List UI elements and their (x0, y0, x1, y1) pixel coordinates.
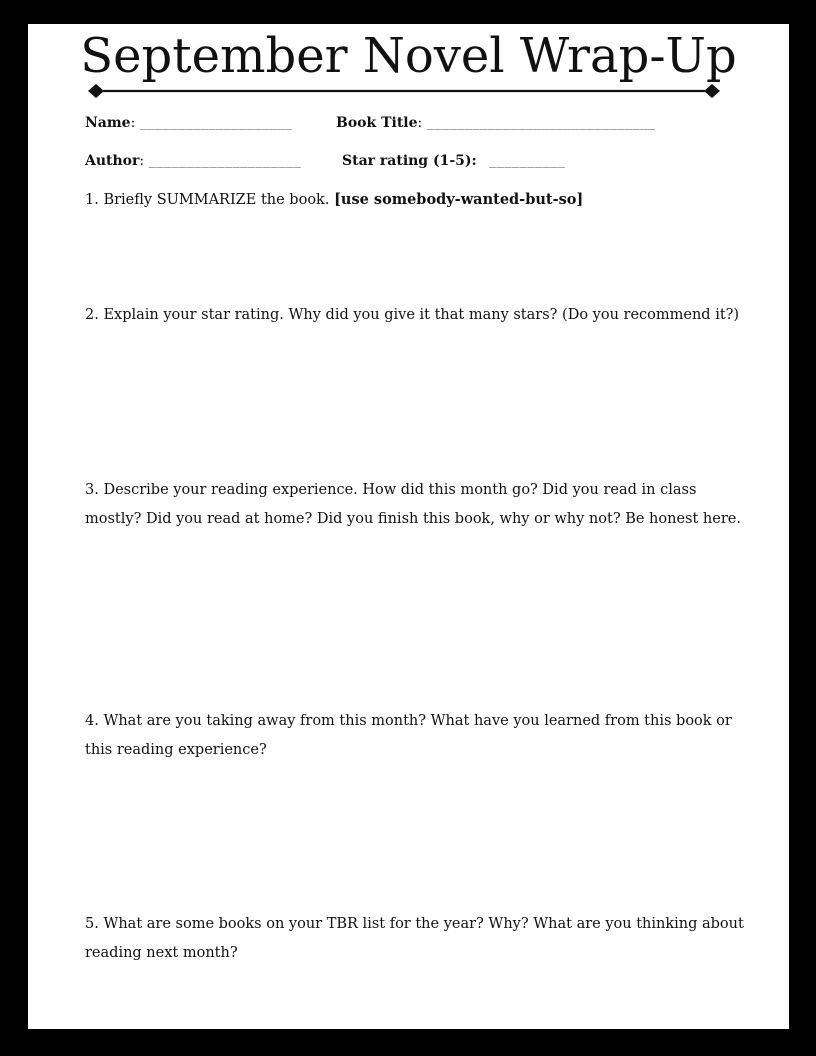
question-3-text: 3. Describe your reading experience. How did this month go? Did you read in class mostly? Did you read at home? Did you finish this book, why or why not? Be honest here. (85, 482, 741, 527)
question-5 (85, 910, 745, 968)
author-blank[interactable]: ____________________ (148, 154, 302, 168)
page-title: September Novel Wrap-Up (80, 28, 737, 84)
question-1-text: 1. Briefly SUMMARIZE the book. (85, 192, 335, 208)
book-title-blank[interactable]: ______________________________ (426, 116, 656, 130)
name-label: Name (85, 115, 131, 131)
question-4 (85, 707, 745, 765)
question-4-text: 4. What are you taking away from this month? What have you learned from this book or this reading experience? (85, 713, 732, 758)
worksheet-page (28, 24, 789, 1029)
name-colon: : (130, 115, 136, 131)
book-title-field-row (336, 115, 655, 131)
question-2 (85, 301, 745, 330)
question-1 (85, 185, 745, 215)
book-title-label: Book Title (336, 115, 418, 131)
author-label: Author (85, 153, 140, 169)
question-5-text: 5. What are some books on your TBR list for the year? Why? What are you thinking about reading next month? (85, 916, 744, 961)
author-colon: : (139, 153, 145, 169)
question-3 (85, 476, 745, 534)
star-rating-label: Star rating (1-5): (342, 153, 477, 169)
book-title-colon: : (417, 115, 423, 131)
title-divider (88, 84, 720, 98)
author-field-row (85, 153, 301, 169)
question-2-text: 2. Explain your star rating. Why did you give it that many stars? (Do you recommend it?) (85, 307, 740, 323)
star-rating-field-row (342, 153, 565, 169)
question-1-hint: [use somebody-wanted-but-so] (334, 191, 584, 208)
star-rating-blank[interactable]: __________ (489, 154, 566, 168)
name-blank[interactable]: ____________________ (139, 116, 293, 130)
name-field-row (85, 115, 292, 131)
